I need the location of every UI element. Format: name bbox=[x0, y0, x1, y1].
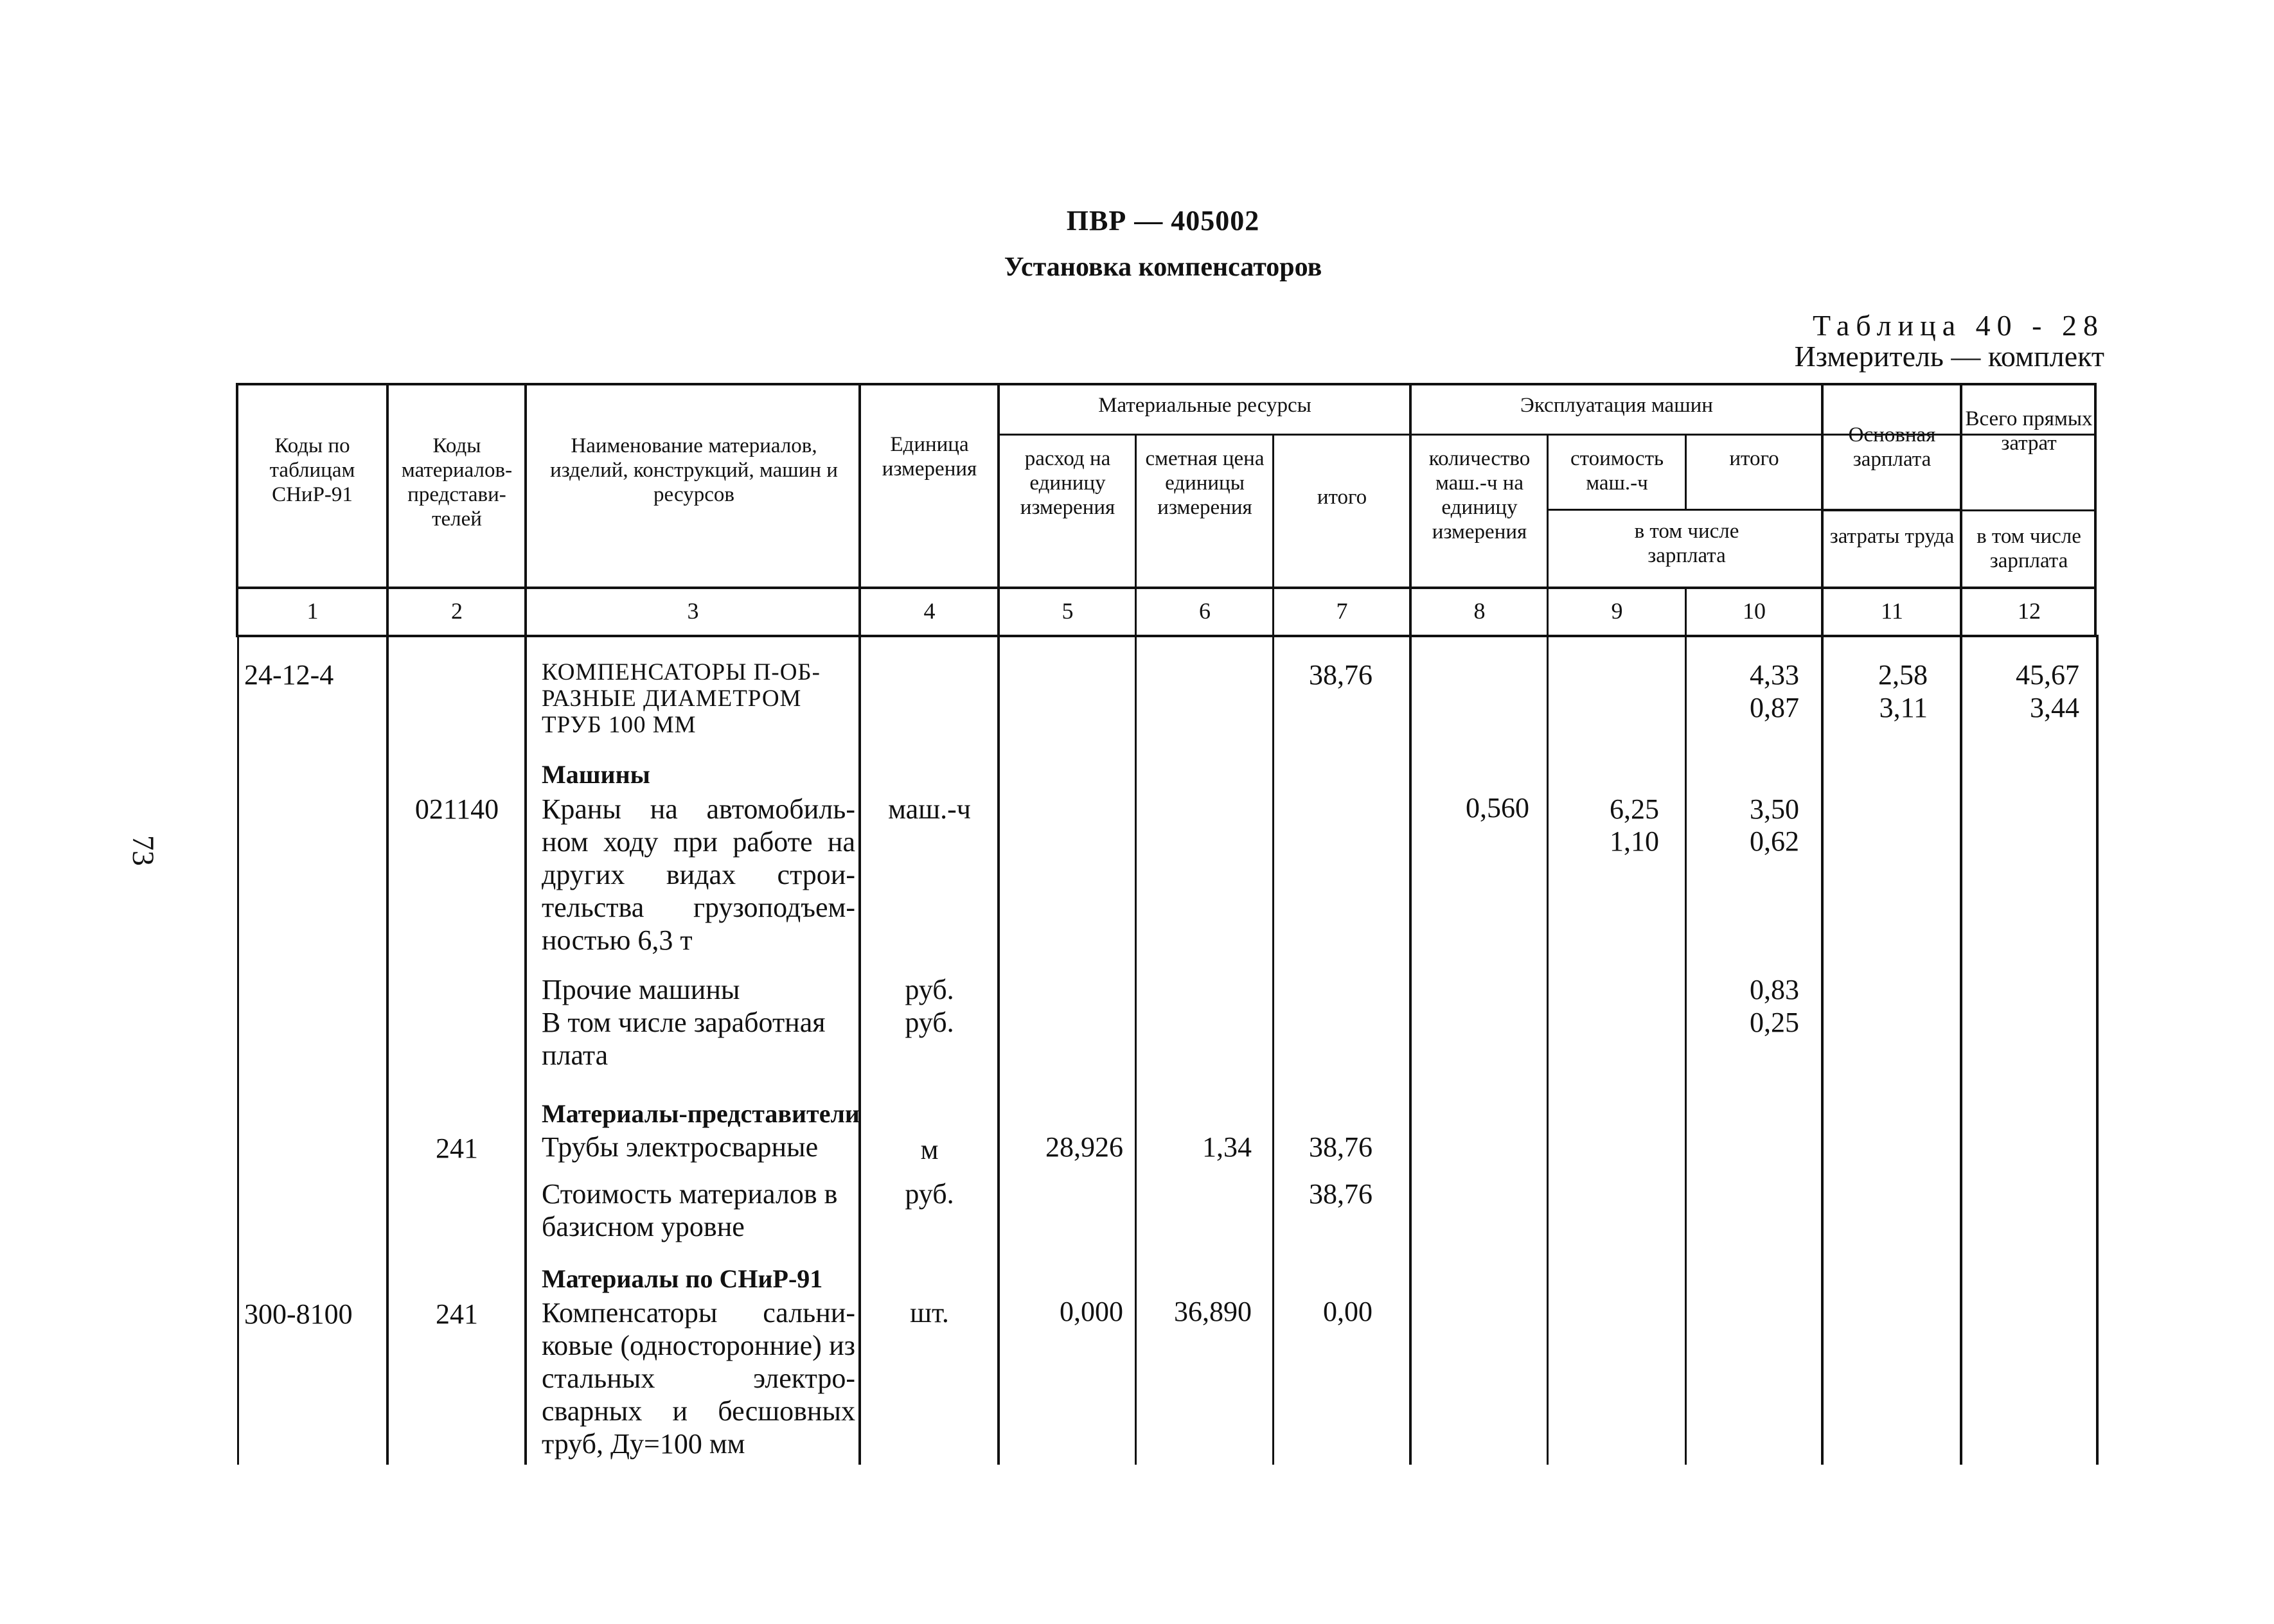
header-materials-total: итого bbox=[1317, 486, 1367, 509]
unit: шт. bbox=[910, 1297, 949, 1328]
snip-code: 24-12-4 bbox=[244, 659, 334, 691]
column-number: 2 bbox=[451, 598, 463, 624]
header-material-resources: Материальные ресурсы bbox=[1098, 394, 1311, 417]
materials-total: 38,76 bbox=[1309, 659, 1372, 691]
consumption: 28,926 bbox=[1045, 1131, 1123, 1163]
document-title: Установка компенсаторов bbox=[1004, 252, 1322, 282]
resource-name: Стоимость материалов в базисном уровне bbox=[542, 1178, 838, 1242]
base-wages: 2,58 bbox=[1878, 659, 1928, 691]
machines-wages: 0,87 bbox=[1750, 692, 1799, 723]
snip-code: 300-8100 bbox=[244, 1298, 353, 1330]
material-code: 241 bbox=[436, 1298, 478, 1330]
header-incl-wages: в том числе зарплата bbox=[1634, 520, 1739, 567]
unit: руб. bbox=[905, 974, 954, 1005]
resource-name: В том числе заработная плата bbox=[542, 1007, 826, 1071]
machines-total: 0,83 bbox=[1750, 974, 1799, 1005]
header-machines-total: итого bbox=[1729, 447, 1779, 470]
header-unit-price: сметная цена единицы измерения bbox=[1145, 447, 1265, 519]
machines-total: 0,25 bbox=[1750, 1007, 1799, 1038]
column-number: 8 bbox=[1473, 598, 1486, 624]
header-machine-operation: Эксплуатация машин bbox=[1520, 394, 1713, 417]
unit: маш.-ч bbox=[888, 793, 971, 825]
header-direct-costs: Всего прямых затрат bbox=[1965, 407, 2093, 455]
materials-total: 0,00 bbox=[1323, 1296, 1372, 1327]
machines-total: 3,50 bbox=[1750, 793, 1799, 825]
unit: руб. bbox=[905, 1007, 954, 1038]
header-machine-hours: количество маш.-ч на единицу измерения bbox=[1428, 447, 1531, 543]
column-number: 6 bbox=[1199, 598, 1211, 624]
cost-per-hour-wages: 1,10 bbox=[1610, 825, 1659, 857]
column-number: 5 bbox=[1061, 598, 1074, 624]
header-base-wages: Основная зарплата bbox=[1848, 423, 1936, 471]
column-number: 10 bbox=[1743, 598, 1766, 624]
header-labor-costs: затраты труда bbox=[1829, 525, 1955, 548]
resource-name: Компенсаторы сальни-ковые (односторонние) из стальных электро-сварных и бесшовных труб, Ду=100 мм bbox=[542, 1297, 855, 1460]
header-snip-codes: Коды по таблицам СНиР-91 bbox=[269, 434, 355, 506]
unit-price: 1,34 bbox=[1202, 1131, 1252, 1163]
column-number: 3 bbox=[687, 598, 699, 624]
materials-total: 38,76 bbox=[1309, 1131, 1372, 1163]
header-consumption: расход на единицу измерения bbox=[1020, 447, 1115, 519]
header-cost-per-hour: стоимость маш.-ч bbox=[1570, 447, 1664, 495]
measure-unit: Измеритель — комплект bbox=[1794, 340, 2104, 373]
resource-name: Краны на автомобиль-ном ходу при работе на других видах строи-тельства грузоподъем-ностью 6,3 т bbox=[542, 793, 855, 956]
header-direct-incl-wages: в том числе зарплата bbox=[1976, 525, 2081, 572]
materials-total: 38,76 bbox=[1309, 1178, 1372, 1210]
direct-wages: 3,44 bbox=[2030, 692, 2079, 723]
direct-total: 45,67 bbox=[2016, 659, 2079, 691]
column-number: 1 bbox=[306, 598, 319, 624]
resource-name: Прочие машины bbox=[542, 974, 740, 1005]
machines-total: 4,33 bbox=[1750, 659, 1799, 691]
material-code: 021140 bbox=[414, 793, 499, 825]
labor-costs: 3,11 bbox=[1879, 692, 1928, 723]
section-heading: Машины bbox=[542, 760, 650, 789]
unit: руб. bbox=[905, 1178, 954, 1210]
section-heading: Материалы по СНиР-91 bbox=[542, 1264, 823, 1293]
header-resource-name: Наименование материалов, изделий, конструкций, машин и ресурсов bbox=[550, 434, 838, 506]
resource-name: Трубы электросварные bbox=[542, 1131, 819, 1163]
machine-hours: 0,560 bbox=[1466, 792, 1529, 824]
machines-wages: 0,62 bbox=[1750, 825, 1799, 857]
column-number: 9 bbox=[1611, 598, 1623, 624]
header-material-codes: Коды материалов-представи-телей bbox=[401, 434, 513, 531]
page-number: 73 bbox=[126, 835, 160, 866]
header-unit: Единица измерения bbox=[882, 433, 977, 481]
document-code: ПВР — 405002 bbox=[1066, 205, 1260, 236]
column-number: 12 bbox=[2018, 598, 2041, 624]
cost-per-hour: 6,25 bbox=[1610, 793, 1659, 825]
column-number: 11 bbox=[1881, 598, 1903, 624]
material-code: 241 bbox=[436, 1133, 478, 1164]
consumption: 0,000 bbox=[1060, 1296, 1123, 1327]
unit-price: 36,890 bbox=[1174, 1296, 1252, 1327]
column-number: 4 bbox=[923, 598, 936, 624]
table-label: Таблица 40 - 28 bbox=[1812, 309, 2104, 342]
column-number: 7 bbox=[1336, 598, 1348, 624]
section-heading: Материалы-представители bbox=[542, 1099, 860, 1128]
resource-name: КОМПЕНСАТОРЫ П-ОБ-РАЗНЫЕ ДИАМЕТРОМ ТРУБ 100 ММ bbox=[542, 659, 821, 738]
unit: м bbox=[920, 1134, 939, 1165]
